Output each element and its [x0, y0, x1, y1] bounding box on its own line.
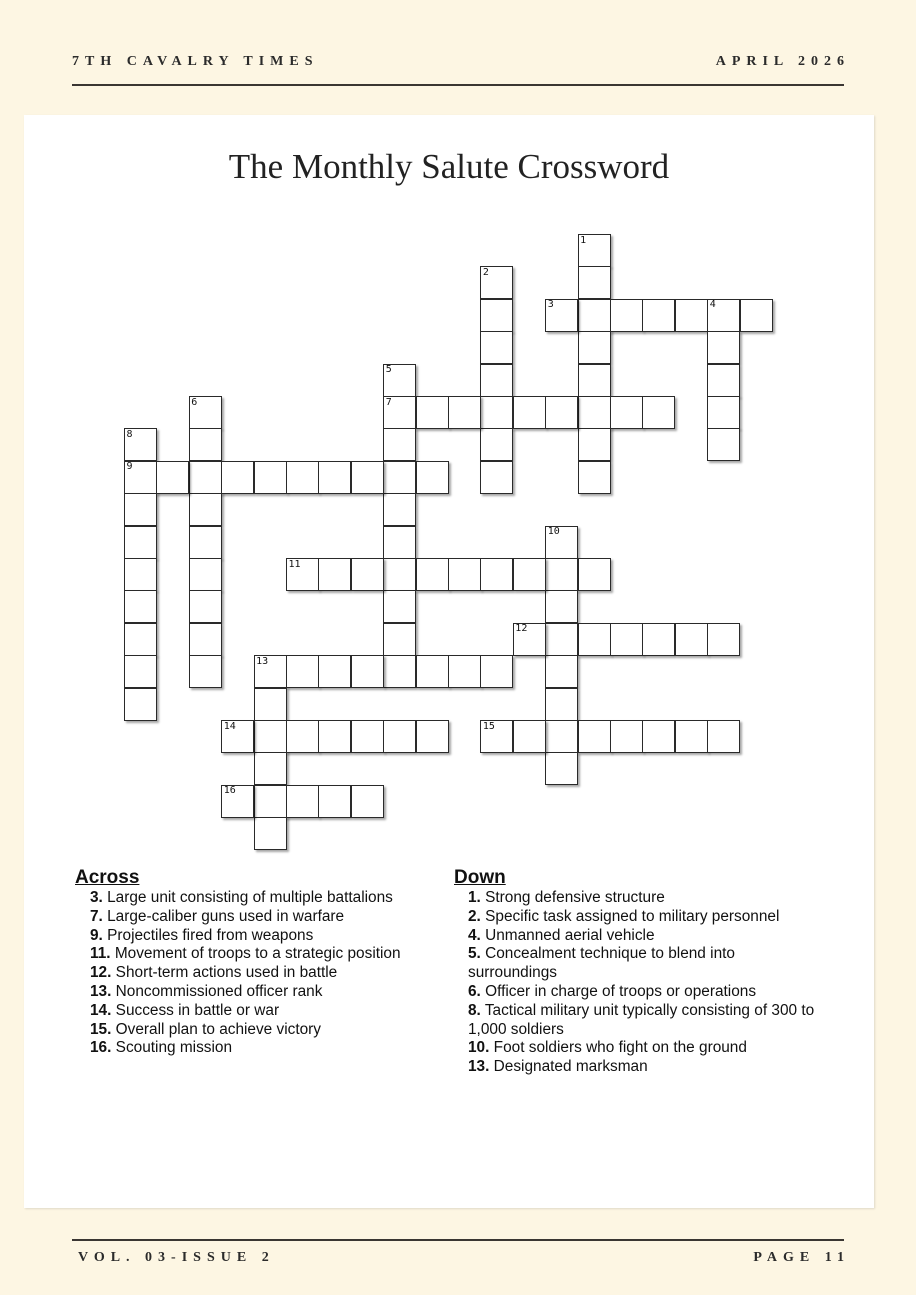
grid-cell[interactable] [480, 655, 513, 688]
grid-cell[interactable] [578, 720, 611, 753]
clue-item [453, 1002, 823, 1040]
clue-number: 13. [90, 982, 112, 1000]
grid-cell[interactable] [318, 461, 351, 494]
grid-cell[interactable] [480, 396, 513, 429]
grid-cell[interactable] [578, 364, 611, 397]
clue-item [453, 945, 823, 983]
down-clue-list [453, 889, 823, 1077]
grid-cell[interactable] [545, 655, 578, 688]
grid-cell[interactable] [254, 817, 287, 850]
grid-cell[interactable] [675, 720, 708, 753]
clue-number-label: 9 [126, 461, 133, 473]
crossword-panel [24, 115, 874, 1208]
grid-cell[interactable] [189, 526, 222, 559]
grid-cell[interactable] [610, 623, 643, 656]
grid-cell[interactable] [416, 396, 449, 429]
grid-cell[interactable] [480, 461, 513, 494]
grid-cell[interactable] [383, 493, 416, 526]
grid-cell[interactable] [416, 558, 449, 591]
clue-number: 4. [468, 926, 481, 944]
page-number: PAGE 11 [753, 1250, 850, 1265]
grid-cell[interactable] [383, 655, 416, 688]
grid-cell[interactable] [480, 331, 513, 364]
clue-number: 15. [90, 1020, 112, 1038]
grid-cell[interactable] [351, 785, 384, 818]
across-heading: Across [75, 867, 140, 888]
grid-cell[interactable] [124, 590, 157, 623]
grid-cell[interactable] [578, 266, 611, 299]
clue-text: Overall plan to achieve victory [111, 1020, 321, 1038]
clue-number: 11. [90, 945, 111, 963]
grid-cell[interactable] [707, 364, 740, 397]
grid-cell[interactable] [383, 623, 416, 656]
grid-cell[interactable] [189, 623, 222, 656]
clue-number-label: 16 [223, 785, 236, 797]
clue-number: 12. [90, 964, 112, 982]
grid-cell[interactable] [124, 526, 157, 559]
clue-number-label: 14 [223, 720, 236, 732]
clue-number: 3. [90, 889, 103, 906]
grid-cell[interactable] [578, 623, 611, 656]
grid-cell[interactable] [189, 428, 222, 461]
grid-cell[interactable] [286, 655, 319, 688]
clue-item [74, 964, 444, 983]
clue-number: 14. [90, 1001, 112, 1019]
grid-cell[interactable] [545, 720, 578, 753]
grid-cell[interactable] [416, 720, 449, 753]
grid-cell[interactable] [189, 493, 222, 526]
clue-number-label: 10 [547, 526, 560, 538]
grid-cell[interactable] [383, 590, 416, 623]
grid-cell[interactable] [740, 299, 773, 332]
grid-cell[interactable] [545, 752, 578, 785]
clue-text: Large-caliber guns used in warfare [102, 907, 345, 925]
grid-cell[interactable] [578, 396, 611, 429]
grid-cell[interactable] [578, 299, 611, 332]
clue-text: Officer in charge of troops or operations [480, 982, 757, 1000]
clue-text: Noncommissioned officer rank [111, 982, 323, 1000]
grid-cell[interactable] [578, 558, 611, 591]
grid-cell[interactable] [124, 623, 157, 656]
clue-item [74, 1021, 444, 1040]
clue-item [74, 945, 444, 964]
grid-cell[interactable] [383, 428, 416, 461]
clue-text: Projectiles fired from weapons [102, 926, 314, 944]
grid-cell[interactable] [480, 299, 513, 332]
grid-cell[interactable] [189, 655, 222, 688]
clue-item [74, 1002, 444, 1021]
clue-item [74, 908, 444, 927]
clue-number-label: 5 [385, 364, 392, 376]
clue-number: 1. [468, 889, 481, 906]
clue-item [453, 1058, 823, 1077]
grid-cell[interactable] [707, 331, 740, 364]
grid-cell[interactable] [545, 688, 578, 721]
clue-text: Foot soldiers who fight on the ground [489, 1039, 747, 1057]
clue-item [74, 927, 444, 946]
page-header [72, 52, 850, 86]
grid-cell[interactable] [383, 558, 416, 591]
across-clues [74, 867, 444, 1058]
grid-cell[interactable] [286, 720, 319, 753]
grid-cell[interactable] [513, 720, 546, 753]
grid-cell[interactable] [286, 785, 319, 818]
grid-cell[interactable] [416, 461, 449, 494]
grid-cell[interactable] [513, 558, 546, 591]
grid-cell[interactable] [254, 752, 287, 785]
grid-cell[interactable] [545, 558, 578, 591]
clue-number: 2. [468, 907, 481, 925]
grid-cell[interactable] [545, 623, 578, 656]
clue-text: Designated marksman [489, 1058, 648, 1076]
grid-cell[interactable] [351, 461, 384, 494]
clue-number: 16. [90, 1039, 112, 1057]
grid-cell[interactable] [318, 558, 351, 591]
grid-cell[interactable] [578, 428, 611, 461]
grid-cell[interactable] [642, 299, 675, 332]
clue-text: Scouting mission [111, 1039, 233, 1057]
grid-cell[interactable] [513, 396, 546, 429]
grid-cell[interactable] [578, 461, 611, 494]
grid-cell[interactable] [221, 461, 254, 494]
page-footer [72, 1239, 850, 1271]
clue-number: 5. [468, 945, 481, 963]
clue-text: Strong defensive structure [480, 889, 665, 906]
publication-name: 7TH CAVALRY TIMES [72, 54, 319, 69]
clue-item [453, 983, 823, 1002]
grid-cell[interactable] [383, 526, 416, 559]
clue-number-label: 7 [385, 396, 392, 408]
clue-number-label: 15 [482, 720, 495, 732]
down-clues [453, 867, 823, 1077]
clue-number-label: 13 [256, 655, 269, 667]
grid-cell[interactable] [610, 720, 643, 753]
grid-cell[interactable] [124, 688, 157, 721]
clue-text: Concealment technique to blend into surroundings [468, 945, 735, 982]
grid-cell[interactable] [318, 655, 351, 688]
grid-cell[interactable] [448, 558, 481, 591]
clue-number-label: 8 [126, 428, 133, 440]
clue-text: Tactical military unit typically consisting of 300 to 1,000 soldiers [468, 1001, 815, 1038]
clue-text: Short-term actions used in battle [111, 964, 338, 982]
grid-cell[interactable] [124, 655, 157, 688]
grid-cell[interactable] [189, 590, 222, 623]
grid-cell[interactable] [610, 396, 643, 429]
puzzle-title: The Monthly Salute Crossword [228, 147, 670, 186]
volume-issue: VOL. 03-ISSUE 2 [78, 1250, 275, 1265]
clue-text: Unmanned aerial vehicle [480, 926, 655, 944]
grid-cell[interactable] [642, 396, 675, 429]
grid-cell[interactable] [124, 558, 157, 591]
grid-cell[interactable] [383, 461, 416, 494]
grid-cell[interactable] [545, 590, 578, 623]
clue-item [453, 927, 823, 946]
clue-item [453, 908, 823, 927]
grid-cell[interactable] [707, 623, 740, 656]
clue-text: Specific task assigned to military personnel [480, 907, 780, 925]
clue-number: 7. [90, 907, 103, 925]
grid-cell[interactable] [318, 720, 351, 753]
grid-cell[interactable] [254, 785, 287, 818]
grid-cell[interactable] [351, 720, 384, 753]
grid-cell[interactable] [545, 396, 578, 429]
clue-text: Large unit consisting of multiple battalions [102, 889, 393, 906]
clue-item [74, 889, 444, 908]
grid-cell[interactable] [254, 720, 287, 753]
issue-date: APRIL 2026 [715, 54, 850, 69]
grid-cell[interactable] [254, 688, 287, 721]
clue-number: 9. [90, 926, 103, 944]
grid-cell[interactable] [578, 331, 611, 364]
clue-text: Movement of troops to a strategic position [110, 945, 401, 963]
grid-cell[interactable] [351, 558, 384, 591]
clue-number-label: 2 [482, 266, 489, 278]
grid-cell[interactable] [675, 623, 708, 656]
grid-cell[interactable] [351, 655, 384, 688]
grid-cell[interactable] [675, 299, 708, 332]
clue-number-label: 1 [580, 234, 587, 246]
grid-cell[interactable] [480, 364, 513, 397]
grid-cell[interactable] [448, 396, 481, 429]
grid-cell[interactable] [707, 428, 740, 461]
clue-number-label: 6 [191, 396, 198, 408]
grid-cell[interactable] [448, 655, 481, 688]
grid-cell[interactable] [610, 299, 643, 332]
down-heading: Down [454, 867, 506, 888]
grid-cell[interactable] [707, 720, 740, 753]
grid-cell[interactable] [383, 720, 416, 753]
clue-item [453, 889, 823, 908]
grid-cell[interactable] [480, 428, 513, 461]
grid-cell[interactable] [189, 558, 222, 591]
clue-item [74, 983, 444, 1002]
clue-number: 8. [468, 1001, 481, 1019]
crossword-grid [24, 115, 874, 855]
grid-cell[interactable] [286, 461, 319, 494]
grid-cell[interactable] [156, 461, 189, 494]
clue-number-label: 4 [709, 299, 716, 311]
grid-cell[interactable] [318, 785, 351, 818]
across-clue-list [74, 889, 444, 1058]
clue-number-label: 3 [547, 299, 554, 311]
grid-cell[interactable] [416, 655, 449, 688]
grid-cell[interactable] [707, 396, 740, 429]
clue-number-label: 12 [515, 623, 528, 635]
clue-text: Success in battle or war [111, 1001, 280, 1019]
clue-number: 13. [468, 1058, 490, 1076]
clue-number-label: 11 [288, 558, 301, 570]
grid-cell[interactable] [642, 720, 675, 753]
grid-cell[interactable] [124, 493, 157, 526]
clue-number: 6. [468, 982, 481, 1000]
clue-number: 10. [468, 1039, 490, 1057]
clue-item [74, 1039, 444, 1058]
grid-cell[interactable] [189, 461, 222, 494]
grid-cell[interactable] [480, 558, 513, 591]
grid-cell[interactable] [254, 461, 287, 494]
clue-item [453, 1039, 823, 1058]
grid-cell[interactable] [642, 623, 675, 656]
